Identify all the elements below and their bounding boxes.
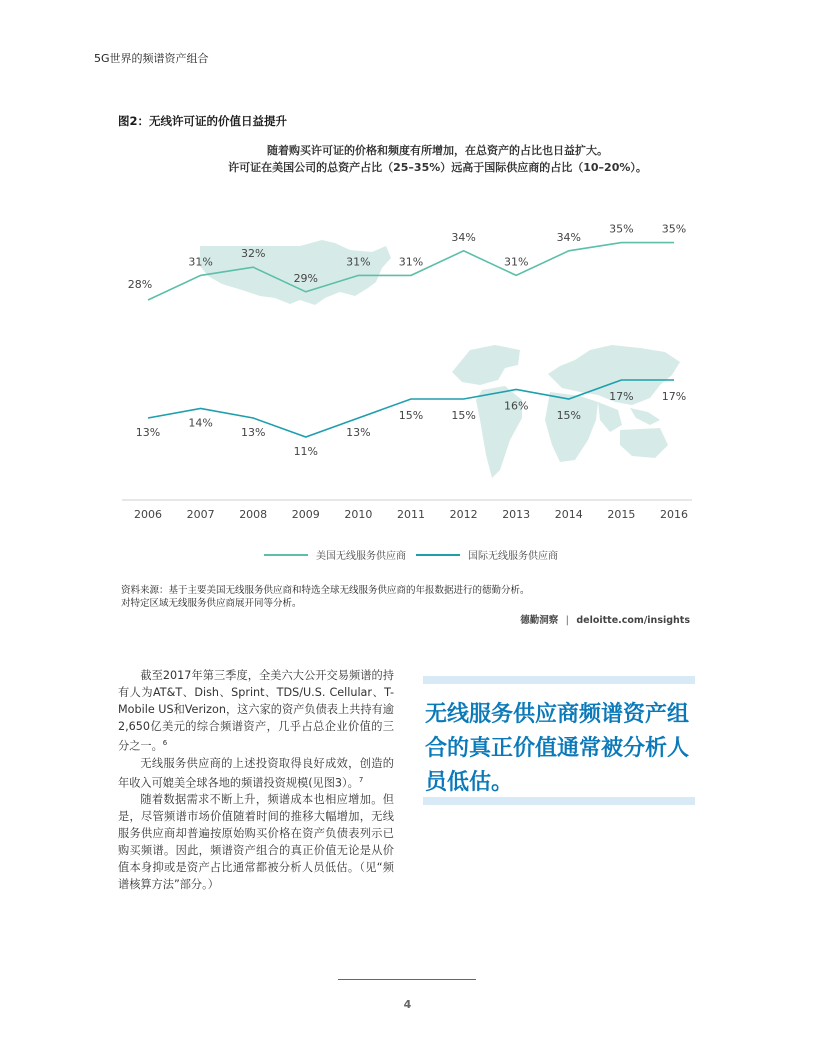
- body-paragraph-1: [118, 667, 394, 755]
- figure-source: [121, 584, 530, 610]
- data-label-us-2010: 31%: [346, 255, 371, 269]
- x-tick-2015: 2015: [607, 508, 636, 521]
- data-label-intl-2009: 11%: [293, 445, 319, 458]
- source-line-1: 资料来源：基于主要美国无线服务供应商和特选全球无线服务供应商的年报数据进行的德勤分析。: [121, 585, 530, 596]
- legend-swatch-us: [264, 554, 308, 556]
- body-paragraph-2: [118, 755, 394, 792]
- data-label-us-2007: 31%: [188, 255, 213, 269]
- footnote-ref-7[interactable]: 7: [358, 775, 364, 784]
- data-label-intl-2008: 13%: [240, 426, 266, 439]
- pull-quote-bottom-bar: [423, 797, 695, 805]
- x-tick-2016: 2016: [660, 508, 688, 521]
- data-label-intl-2011: 15%: [398, 409, 424, 422]
- data-label-us-2009: 29%: [293, 271, 319, 285]
- pull-quote: 无线服务供应商频谱资产组合的真正价值通常被分析人员低估。: [425, 702, 690, 795]
- data-label-us-2012: 34%: [451, 230, 476, 244]
- page-number: 4: [403, 998, 412, 1011]
- running-header: 5G世界的频谱资产组合: [94, 52, 209, 65]
- x-tick-2009: 2009: [291, 508, 320, 521]
- data-label-us-2008: 32%: [240, 247, 266, 261]
- credit-separator: |: [565, 615, 570, 626]
- credit-brand: 德勤洞察: [520, 615, 559, 626]
- legend-swatch-intl: [416, 554, 460, 556]
- data-label-us-2016: 35%: [661, 222, 687, 236]
- data-label-intl-2015: 17%: [609, 390, 634, 403]
- data-label-us-2006: 28%: [127, 278, 153, 291]
- data-label-intl-2010: 13%: [346, 426, 371, 439]
- x-tick-2013: 2013: [502, 508, 531, 521]
- data-label-us-2011: 31%: [398, 255, 424, 269]
- x-tick-2012: 2012: [449, 508, 478, 521]
- x-tick-2014: 2014: [554, 508, 583, 521]
- legend-item-us: [264, 547, 406, 562]
- footer-rule: [338, 979, 476, 980]
- data-label-us-2013: 31%: [503, 255, 529, 269]
- data-label-us-2015: 35%: [609, 222, 634, 236]
- body-paragraph-3: 随着数据需求不断上升，频谱成本也相应增加。但是，尽管频谱市场价值随着时间的推移大幅增加，无线服务供应商却普遍按原始购买价格在资产负债表列示已购买频谱。因此，频谱资产组合的真正价值无论是从价值本身抑或是资产占比通常都被分析人员低估。（见“频谱核算方法”部分。）: [118, 793, 394, 892]
- body-text: [118, 667, 394, 893]
- us-data-labels: [128, 223, 686, 291]
- data-label-intl-2012: 15%: [451, 409, 476, 422]
- figure-subtitle-line-1: 随着购买许可证的价格和频度有所增加，在总资产的占比也日益扩大。: [267, 144, 608, 157]
- x-tick-2010: 2010: [344, 508, 373, 521]
- x-tick-2008: 2008: [239, 508, 268, 521]
- credit-url[interactable]: deloitte.com/insights: [576, 615, 690, 626]
- source-line-2: 对特定区域无线服务供应商展开同等分析。: [121, 598, 302, 609]
- data-label-intl-2016: 17%: [661, 390, 687, 403]
- x-tick-2007: 2007: [186, 508, 215, 521]
- figure-credit: [480, 612, 690, 626]
- figure-title: 图2：无线许可证的价值日益提升: [118, 114, 287, 128]
- data-label-intl-2014: 15%: [556, 409, 582, 422]
- x-tick-2006: 2006: [134, 508, 162, 521]
- pull-quote-top-bar: [423, 676, 695, 684]
- data-label-intl-2013: 16%: [503, 399, 529, 413]
- footnote-ref-6[interactable]: 6: [162, 739, 168, 747]
- body-paragraph-1-text: 截至2017年第三季度，全美六大公开交易频谱的持有人为AT&T、Dish、Sprint、TDS/U.S. Cellular、T-Mobile US和Verizon，这六家的资产负债表上共持有逾2,650亿美元的综合频谱资产，几乎占总企业价值的三分之一。: [118, 669, 394, 753]
- legend-label-intl: 国际无线服务供应商: [468, 551, 558, 562]
- data-label-us-2014: 34%: [556, 230, 582, 244]
- x-tick-2011: 2011: [397, 508, 425, 521]
- x-tick-labels: [134, 508, 688, 521]
- data-label-intl-2006: 13%: [135, 426, 161, 439]
- figure-subtitle-line-2: 许可证在美国公司的总资产占比（25–35%）远高于国际供应商的占比（10–20%）。: [228, 161, 647, 174]
- body-paragraph-2-text: 无线服务供应商的上述投资取得良好成效，创造的年收入可媲美全球各地的频谱投资规模(见图3）。: [118, 756, 394, 790]
- data-label-intl-2007: 14%: [188, 416, 213, 430]
- legend-item-intl: [416, 547, 558, 562]
- legend-label-us: 美国无线服务供应商: [316, 551, 406, 562]
